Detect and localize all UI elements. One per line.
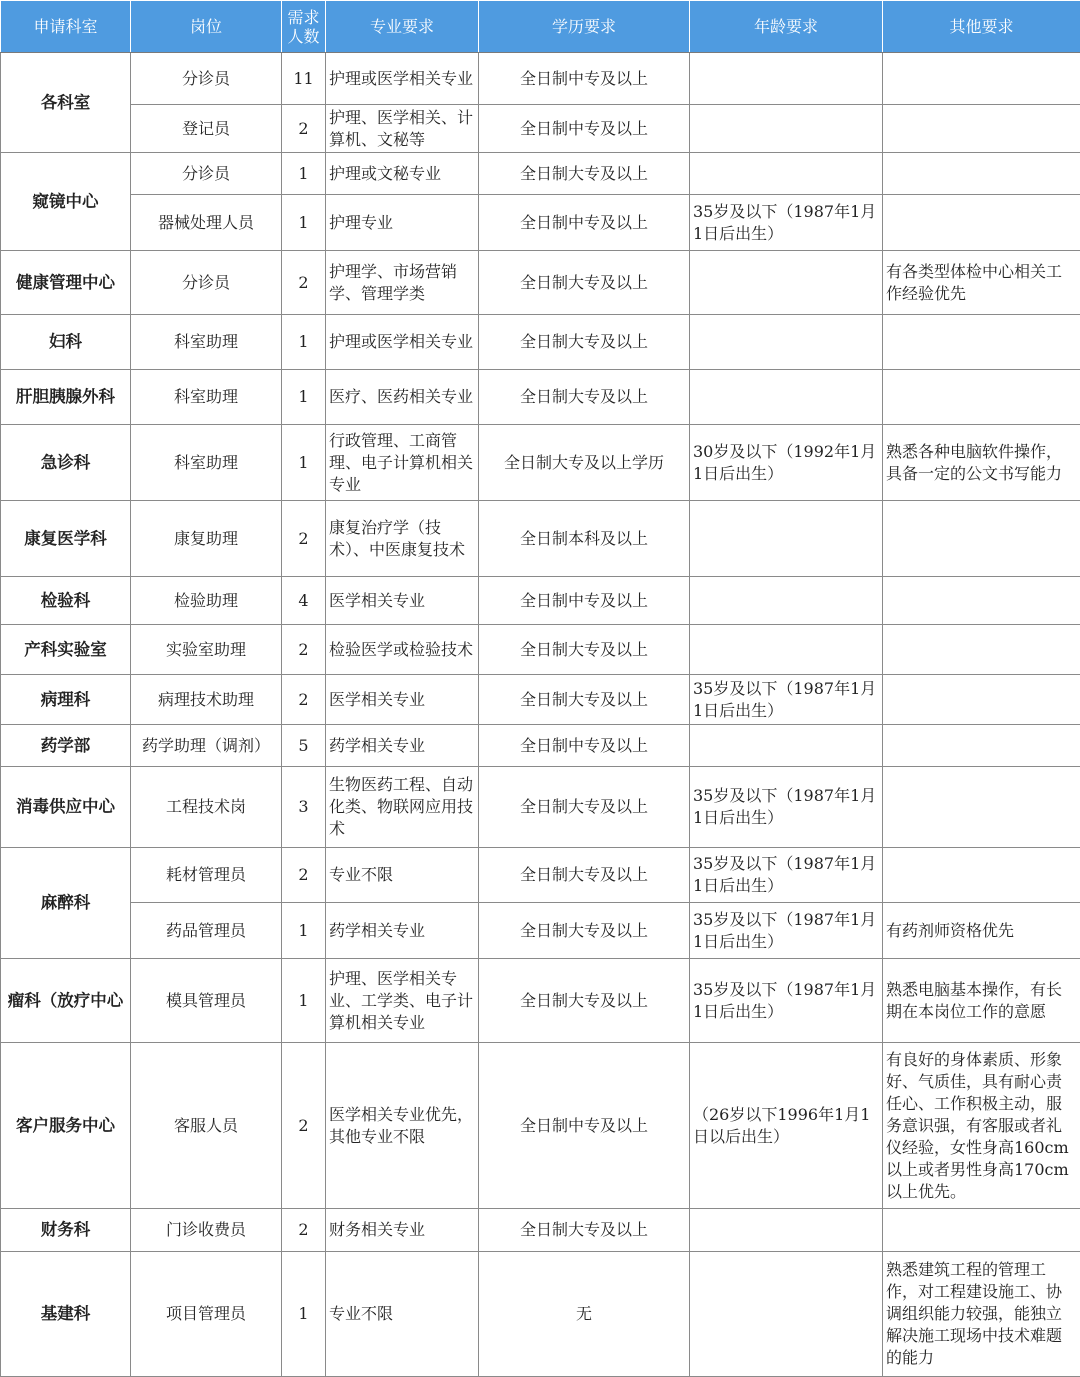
other-cell: [883, 53, 1080, 105]
post-cell: 实验室助理: [131, 625, 282, 675]
dept-cell: 妇科: [1, 315, 131, 370]
table-row: [1, 848, 1080, 903]
table-row: [1, 725, 1080, 767]
other-cell: [883, 675, 1080, 725]
dept-cell: 各科室: [1, 53, 131, 153]
count-cell: 1: [282, 425, 326, 501]
major-cell: 医学相关专业: [326, 675, 479, 725]
header-post: 岗位: [131, 1, 282, 53]
table-row: [1, 1252, 1080, 1377]
post-cell: 客服人员: [131, 1043, 282, 1209]
header-major: 专业要求: [326, 1, 479, 53]
age-cell: （26岁以下1996年1月1日以后出生）: [690, 1043, 883, 1209]
edu-cell: 全日制大专及以上: [479, 625, 690, 675]
major-cell: 医疗、医药相关专业: [326, 370, 479, 425]
post-cell: 分诊员: [131, 251, 282, 315]
count-cell: 5: [282, 725, 326, 767]
dept-cell: 产科实验室: [1, 625, 131, 675]
major-cell: 检验医学或检验技术: [326, 625, 479, 675]
other-cell: [883, 501, 1080, 577]
table-row: [1, 195, 1080, 251]
other-cell: 熟悉电脑基本操作，有长期在本岗位工作的意愿: [883, 959, 1080, 1043]
age-cell: [690, 315, 883, 370]
age-cell: 35岁及以下（1987年1月1日后出生）: [690, 767, 883, 848]
post-cell: 门诊收费员: [131, 1209, 282, 1252]
other-cell: 熟悉建筑工程的管理工作，对工程建设施工、协调组织能力较强，能独立解决施工现场中技术难题的能力: [883, 1252, 1080, 1377]
edu-cell: 无: [479, 1252, 690, 1377]
dept-cell: 健康管理中心: [1, 251, 131, 315]
post-cell: 康复助理: [131, 501, 282, 577]
age-cell: [690, 105, 883, 153]
age-cell: [690, 1209, 883, 1252]
post-cell: 科室助理: [131, 425, 282, 501]
edu-cell: 全日制中专及以上: [479, 725, 690, 767]
edu-cell: 全日制中专及以上: [479, 53, 690, 105]
edu-cell: 全日制中专及以上: [479, 195, 690, 251]
major-cell: 行政管理、工商管理、电子计算机相关专业: [326, 425, 479, 501]
count-cell: 2: [282, 625, 326, 675]
edu-cell: 全日制大专及以上: [479, 370, 690, 425]
post-cell: 病理技术助理: [131, 675, 282, 725]
table-row: [1, 501, 1080, 577]
dept-cell: 窥镜中心: [1, 153, 131, 251]
table-row: [1, 105, 1080, 153]
post-cell: 分诊员: [131, 53, 282, 105]
post-cell: 分诊员: [131, 153, 282, 195]
edu-cell: 全日制大专及以上: [479, 251, 690, 315]
major-cell: 护理专业: [326, 195, 479, 251]
table-row: [1, 153, 1080, 195]
age-cell: [690, 1252, 883, 1377]
other-cell: [883, 105, 1080, 153]
post-cell: 项目管理员: [131, 1252, 282, 1377]
other-cell: [883, 1209, 1080, 1252]
table-row: [1, 315, 1080, 370]
age-cell: [690, 251, 883, 315]
other-cell: [883, 767, 1080, 848]
table-row: [1, 370, 1080, 425]
age-cell: 35岁及以下（1987年1月1日后出生）: [690, 195, 883, 251]
post-cell: 模具管理员: [131, 959, 282, 1043]
post-cell: 药品管理员: [131, 903, 282, 959]
post-cell: 药学助理（调剂）: [131, 725, 282, 767]
count-cell: 2: [282, 1043, 326, 1209]
header-other: 其他要求: [883, 1, 1080, 53]
edu-cell: 全日制中专及以上: [479, 577, 690, 625]
count-cell: 2: [282, 105, 326, 153]
edu-cell: 全日制大专及以上: [479, 315, 690, 370]
post-cell: 耗材管理员: [131, 848, 282, 903]
age-cell: [690, 725, 883, 767]
dept-cell: 检验科: [1, 577, 131, 625]
edu-cell: 全日制大专及以上: [479, 903, 690, 959]
count-cell: 2: [282, 501, 326, 577]
post-cell: 科室助理: [131, 370, 282, 425]
major-cell: 药学相关专业: [326, 725, 479, 767]
other-cell: [883, 725, 1080, 767]
edu-cell: 全日制中专及以上: [479, 1043, 690, 1209]
header-edu: 学历要求: [479, 1, 690, 53]
age-cell: [690, 53, 883, 105]
post-cell: 科室助理: [131, 315, 282, 370]
major-cell: 医学相关专业优先，其他专业不限: [326, 1043, 479, 1209]
major-cell: 护理或医学相关专业: [326, 315, 479, 370]
major-cell: 药学相关专业: [326, 903, 479, 959]
other-cell: 有良好的身体素质、形象好、气质佳，具有耐心责任心、工作积极主动，服务意识强，有客服或者礼仪经验，女性身高160cm以上或者男性身高170cm以上优先。: [883, 1043, 1080, 1209]
major-cell: 生物医药工程、自动化类、物联网应用技术: [326, 767, 479, 848]
other-cell: [883, 577, 1080, 625]
other-cell: 有药剂师资格优先: [883, 903, 1080, 959]
dept-cell: 麻醉科: [1, 848, 131, 959]
age-cell: 35岁及以下（1987年1月1日后出生）: [690, 903, 883, 959]
table-row: [1, 767, 1080, 848]
table-row: [1, 425, 1080, 501]
count-cell: 1: [282, 959, 326, 1043]
edu-cell: 全日制大专及以上学历: [479, 425, 690, 501]
other-cell: [883, 315, 1080, 370]
header-dept: 申请科室: [1, 1, 131, 53]
other-cell: [883, 153, 1080, 195]
major-cell: 护理或文秘专业: [326, 153, 479, 195]
dept-cell: 基建科: [1, 1252, 131, 1377]
major-cell: 护理、医学相关、计算机、文秘等: [326, 105, 479, 153]
edu-cell: 全日制大专及以上: [479, 959, 690, 1043]
edu-cell: 全日制大专及以上: [479, 767, 690, 848]
major-cell: 护理学、市场营销学、管理学类: [326, 251, 479, 315]
count-cell: 1: [282, 370, 326, 425]
edu-cell: 全日制大专及以上: [479, 848, 690, 903]
age-cell: [690, 370, 883, 425]
post-cell: 工程技术岗: [131, 767, 282, 848]
table-row: [1, 625, 1080, 675]
dept-cell: 消毒供应中心: [1, 767, 131, 848]
count-cell: 4: [282, 577, 326, 625]
count-cell: 1: [282, 195, 326, 251]
table-row: [1, 1209, 1080, 1252]
major-cell: 护理、医学相关专业、工学类、电子计算机相关专业: [326, 959, 479, 1043]
age-cell: 35岁及以下（1987年1月1日后出生）: [690, 675, 883, 725]
count-cell: 11: [282, 53, 326, 105]
other-cell: [883, 625, 1080, 675]
table-row: [1, 1043, 1080, 1209]
dept-cell: 病理科: [1, 675, 131, 725]
age-cell: 35岁及以下（1987年1月1日后出生）: [690, 959, 883, 1043]
count-cell: 1: [282, 1252, 326, 1377]
count-cell: 1: [282, 153, 326, 195]
header-age: 年龄要求: [690, 1, 883, 53]
other-cell: [883, 848, 1080, 903]
dept-cell: 客户服务中心: [1, 1043, 131, 1209]
major-cell: 医学相关专业: [326, 577, 479, 625]
age-cell: [690, 625, 883, 675]
major-cell: 专业不限: [326, 1252, 479, 1377]
table-row: [1, 903, 1080, 959]
count-cell: 2: [282, 251, 326, 315]
major-cell: 康复治疗学（技术）、中医康复技术: [326, 501, 479, 577]
count-cell: 2: [282, 848, 326, 903]
age-cell: [690, 153, 883, 195]
table-row: [1, 251, 1080, 315]
count-cell: 2: [282, 675, 326, 725]
count-cell: 1: [282, 903, 326, 959]
edu-cell: 全日制大专及以上: [479, 675, 690, 725]
major-cell: 财务相关专业: [326, 1209, 479, 1252]
edu-cell: 全日制大专及以上: [479, 153, 690, 195]
dept-cell: 财务科: [1, 1209, 131, 1252]
table-row: [1, 577, 1080, 625]
header-count: 需求人数: [282, 1, 326, 53]
edu-cell: 全日制本科及以上: [479, 501, 690, 577]
dept-cell: 急诊科: [1, 425, 131, 501]
dept-cell: 瘤科（放疗中心: [1, 959, 131, 1043]
dept-cell: 肝胆胰腺外科: [1, 370, 131, 425]
age-cell: 30岁及以下（1992年1月1日后出生）: [690, 425, 883, 501]
edu-cell: 全日制大专及以上: [479, 1209, 690, 1252]
other-cell: [883, 370, 1080, 425]
major-cell: 专业不限: [326, 848, 479, 903]
age-cell: [690, 577, 883, 625]
dept-cell: 药学部: [1, 725, 131, 767]
other-cell: 有各类型体检中心相关工作经验优先: [883, 251, 1080, 315]
major-cell: 护理或医学相关专业: [326, 53, 479, 105]
table-row: [1, 959, 1080, 1043]
count-cell: 3: [282, 767, 326, 848]
count-cell: 1: [282, 315, 326, 370]
count-cell: 2: [282, 1209, 326, 1252]
edu-cell: 全日制中专及以上: [479, 105, 690, 153]
age-cell: 35岁及以下（1987年1月1日后出生）: [690, 848, 883, 903]
table-row: [1, 675, 1080, 725]
dept-cell: 康复医学科: [1, 501, 131, 577]
header-row: [1, 1, 1080, 53]
post-cell: 器械处理人员: [131, 195, 282, 251]
table-row: [1, 53, 1080, 105]
other-cell: [883, 195, 1080, 251]
age-cell: [690, 501, 883, 577]
post-cell: 登记员: [131, 105, 282, 153]
post-cell: 检验助理: [131, 577, 282, 625]
other-cell: 熟悉各种电脑软件操作，具备一定的公文书写能力: [883, 425, 1080, 501]
